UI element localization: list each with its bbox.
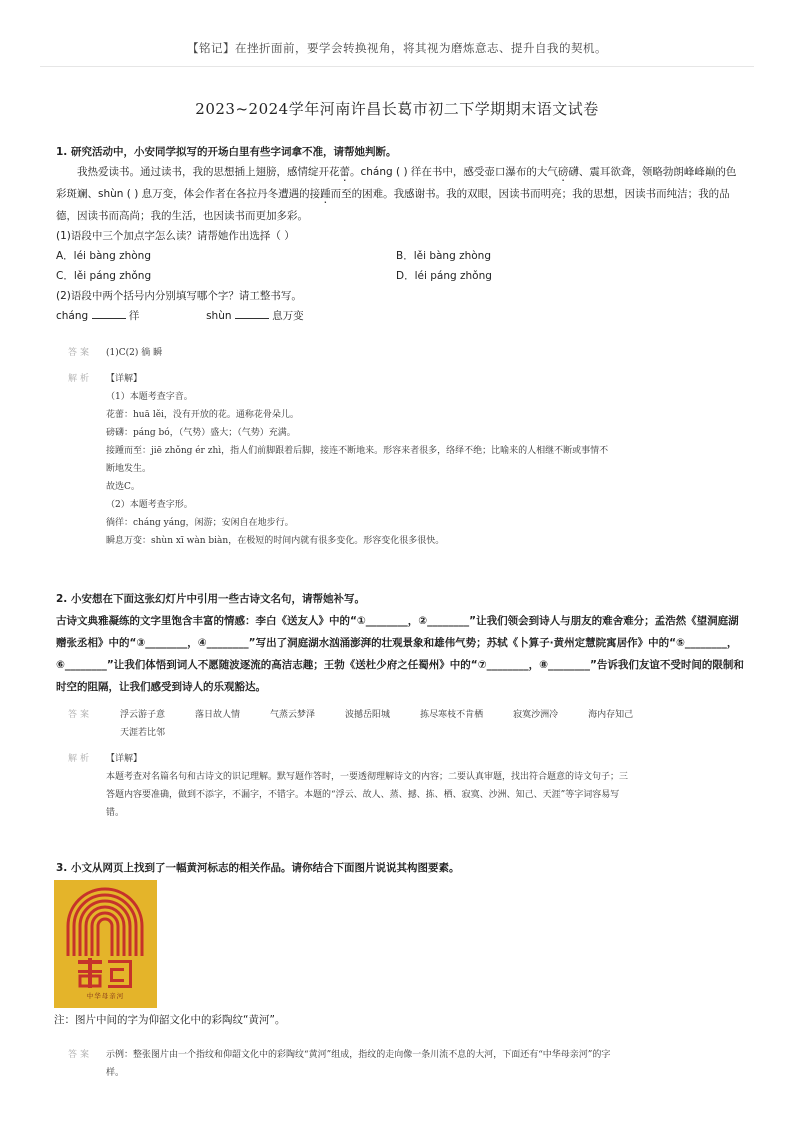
answer-2-block: [68, 706, 728, 742]
analysis-line: 本题考查对名篇名句和古诗文的识记理解。默写题作答时，一要透彻理解诗文的内容；二要认真审题，找出符合题意的诗文句子；三: [106, 772, 629, 782]
analysis-line: 花蕾：huā lěi，没有开放的花。通称花骨朵儿。: [106, 410, 299, 420]
analysis-line: 接踵而至：jiē zhǒng ér zhì，指人们前脚跟着后脚，接连不断地来。形容来者很多，络绎不绝；比喻来的人相继不断或事情不: [106, 446, 609, 456]
analysis-1-block: [68, 370, 728, 550]
question-1-heading: 1. 研究活动中，小安同学拟写的开场白里有些字词拿不准，请帮她判断。: [56, 146, 397, 158]
answer-label: 答案: [68, 710, 93, 720]
fill-blank-1[interactable]: [92, 307, 126, 319]
answer-item: 波撼岳阳城: [345, 710, 391, 720]
question-3: [56, 858, 746, 878]
answer-1-block: [68, 344, 728, 362]
answer-line: 示例：整张图片由一个指纹和仰韶文化中的彩陶纹“黄河”组成，指纹的走向像一条川流不息的大河，下面还有“中华母亲河”的字: [106, 1050, 611, 1060]
question-2-text: 古诗文典雅凝练的文字里饱含丰富的情感：李白《送友人》中的“①________，②________”让我们领会到诗人与朋友的难舍难分；孟浩然《望洞庭湖赠张丞相》中的“③________，④________”写出了洞庭湖水汹涌澎湃的壮观景象和雄伟气势；苏轼《卜算子·黄州定慧院寓居作》中的“⑤________，⑥________”让我们体悟到词人不愿随波逐流的高洁志趣；王勃《送杜少府之任蜀州》中的“⑦________，⑧________”告诉我们友谊不受时间的限制和时空的阻隔，让我们感受到诗人的乐观豁达。: [56, 615, 744, 693]
answer-item: 天涯若比邻: [120, 728, 166, 738]
answer-item: 拣尽寒枝不肯栖: [420, 710, 484, 720]
analysis-line: （2）本题考查字形。: [106, 500, 193, 510]
question-1-fill-row: cháng 徉 shùn 息万变: [56, 306, 746, 326]
analysis-line: 故选C。: [106, 482, 140, 492]
answer-item: 气蒸云梦泽: [270, 710, 316, 720]
analysis-line: 错。: [106, 808, 125, 818]
option-c[interactable]: C．lěi páng zhǒng: [56, 270, 152, 282]
header-motto: 【铭记】在挫折面前，要学会转换视角，将其视为磨炼意志、提升自我的契机。: [187, 41, 607, 55]
answer-item: 落日故人情: [195, 710, 241, 720]
fill-blank-2[interactable]: [235, 307, 269, 319]
question-2: [56, 588, 746, 698]
header-divider: [40, 66, 754, 67]
page-title: 2023~2024学年河南许昌长葛市初二下学期期末语文试卷: [195, 100, 599, 118]
answer-1-text: (1)C(2) 徜 瞬: [106, 348, 163, 358]
question-2-heading: 2. 小安想在下面这张幻灯片中引用一些古诗文名句，请帮她补写。: [56, 593, 365, 605]
question-3-heading: 3. 小文从网页上找到了一幅黄河标志的相关作品。请你结合下面图片说说其构图要素。: [56, 862, 460, 874]
option-b[interactable]: B．lěi bàng zhòng: [396, 250, 492, 262]
analysis-line: 瞬息万变：shùn xī wàn biàn，在极短的时间内就有很多变化。形容变化很多很快。: [106, 536, 445, 546]
analysis-label: 解析: [68, 374, 93, 384]
question-3-note: 注：图片中间的字为仰韶文化中的彩陶纹“黄河”。: [54, 1014, 286, 1026]
fingerprint-logo-graphic: [54, 880, 157, 1008]
analysis-line: 【详解】: [106, 374, 143, 384]
analysis-line: 磅礴：páng bó，（气势）盛大；（气势）充满。: [106, 428, 296, 438]
analysis-line: 断地发生。: [106, 464, 152, 474]
answer-line: 样。: [106, 1068, 125, 1078]
question-1-options-row1: [56, 246, 746, 266]
option-d[interactable]: D．léi páng zhǒng: [396, 270, 492, 282]
answer-item: 海内存知己: [588, 710, 634, 720]
question-1-sub1: (1)语段中三个加点字怎么读？请帮她作出选择（ ）: [56, 230, 295, 242]
question-1-sub2: (2)语段中两个括号内分别填写哪个字？请工整书写。: [56, 290, 302, 302]
question-1-passage: 我热爱读书。通过读书，我的思想插上翅膀，感情绽开花蕾。cháng ( ) 徉在书中，感受壶口瀑布的大气磅礴、震耳欲聋，领略勃朗峰峰巅的色彩斑斓、shùn ( ) 息万变，体会作者在各拉丹冬遭遇的接踵而至的困难。我感谢书。我的双眼，因读书而明亮；我的思想，因读书而纯洁；我的品德，因读书而高尚；我的生活，也因读书而更加多彩。: [56, 166, 737, 222]
analysis-line: 徜徉：cháng yáng，闲游；安闲自在地步行。: [106, 518, 294, 528]
yellow-river-logo-image: [54, 880, 157, 1008]
option-a[interactable]: A．léi bàng zhòng: [56, 250, 151, 262]
question-1: [56, 142, 746, 326]
question-1-options-row2: [56, 266, 746, 286]
analysis-line: 答题内容要准确，做到不添字，不漏字，不错字。本题的“浮云、故人、蒸、撼、拣、栖、寂寞、沙洲、知己、天涯”等字词容易写: [106, 790, 620, 800]
answer-label: 答案: [68, 348, 93, 358]
answer-item: 寂寞沙洲冷: [513, 710, 559, 720]
answer-label: 答案: [68, 1050, 93, 1060]
answer-3-block: [68, 1046, 728, 1082]
analysis-line: 【详解】: [106, 754, 143, 764]
answer-item: 浮云游子意: [120, 710, 166, 720]
analysis-2-block: [68, 750, 728, 822]
analysis-label: 解析: [68, 754, 93, 764]
analysis-line: （1）本题考查字音。: [106, 392, 193, 402]
logo-subtitle: 中华母亲河: [86, 992, 125, 1000]
